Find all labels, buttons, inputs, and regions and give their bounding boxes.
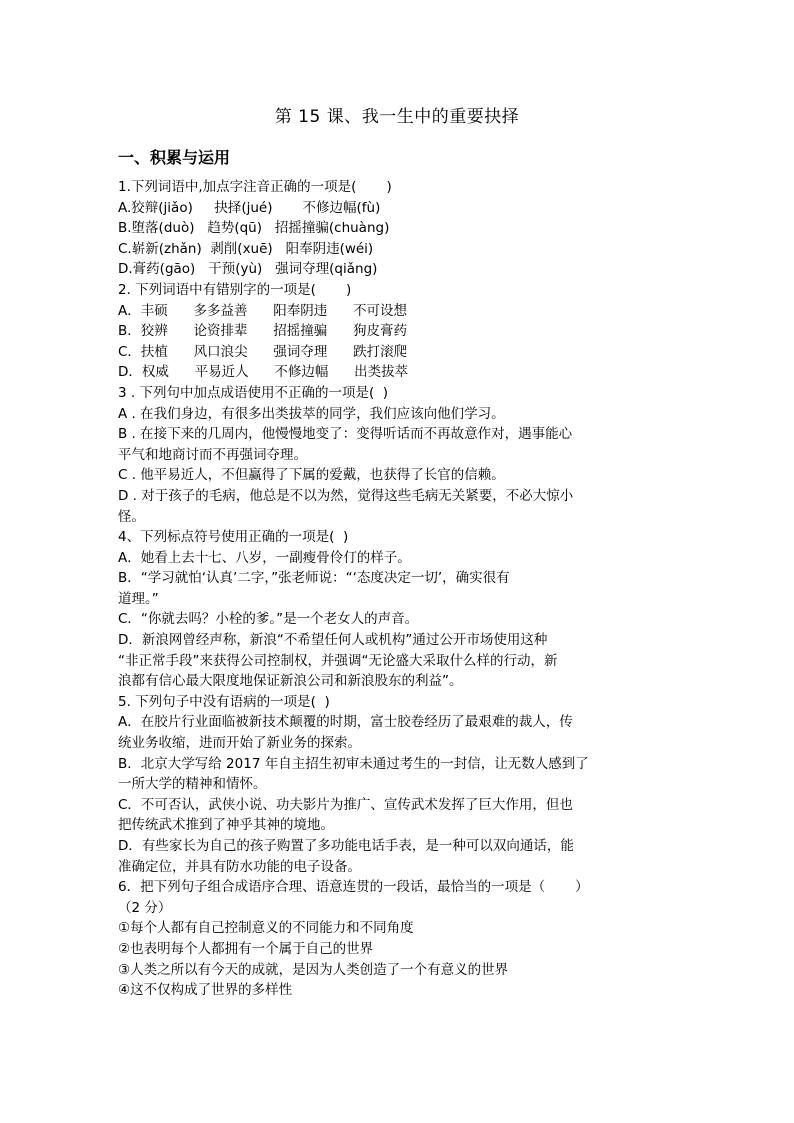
question-1-stem: 1.下列词语中,加点字注音正确的一项是( ) bbox=[118, 179, 392, 195]
question-6-sentence-1: ①每个人都有自己控制意义的不同能力和不同角度 bbox=[118, 920, 414, 937]
question-2-option-b: B．狡辨 论资排辈 招摇撞骗 狗皮膏药 bbox=[118, 323, 408, 340]
question-5-option-a-cont: 统业务收缩，进而开始了新业务的探索。 bbox=[118, 735, 361, 752]
question-5-option-a: A．在胶片行业面临被新技术颠覆的时期，富士胶卷经历了最艰难的裁人，传 bbox=[118, 714, 573, 731]
question-5-stem: 5. 下列句子中没有语病的一项是( ) bbox=[118, 693, 330, 710]
question-3-option-c: C . 他平易近人，不但赢得了下属的爱戴，也获得了长官的信赖。 bbox=[118, 467, 505, 484]
question-1-option-d: D.膏药(gāo) 干预(yù) 强词夺理(qiǎng) bbox=[118, 261, 378, 278]
page-title: 第 15 课、我一生中的重要抉择 bbox=[274, 107, 520, 127]
question-2-option-d: D．权威 平易近人 不修边幅 出类拔萃 bbox=[118, 364, 409, 381]
question-6-stem: 6．把下列句子组合成语序合理、语意连贯的一段话，最恰当的一项是（ ） bbox=[118, 879, 589, 896]
question-4-option-d: D．新浪网曾经声称，新浪“不希望任何人或机构”通过公开市场使用这种 bbox=[118, 632, 548, 649]
question-body bbox=[118, 177, 683, 1001]
question-4-option-c: C．“你就去吗？小栓的爹。”是一个老女人的声音。 bbox=[118, 611, 419, 628]
question-4-option-d-cont-1: “非正常手段”来获得公司控制权，并强调“无论盛大采取什么样的行动，新 bbox=[118, 652, 558, 669]
question-6-sentence-4: ④这不仅构成了世界的多样性 bbox=[118, 982, 293, 999]
question-5-option-b: B．北京大学写给 2017 年自主招生初审未通过考生的一封信，让无数人感到了 bbox=[118, 755, 589, 772]
question-4-option-a: A．她看上去十七、八岁，一副瘦骨伶仃的样子。 bbox=[118, 549, 411, 566]
question-3-option-b: B . 在接下来的几周内，他慢慢地变了：变得听话而不再故意作对，遇事能心 bbox=[118, 426, 573, 443]
question-4-option-b-cont: 道理。” bbox=[118, 590, 159, 607]
question-1-option-a: A.狡辩(jiǎo) 抉择(jué) 不修边幅(fù) bbox=[118, 199, 381, 216]
question-5-option-b-cont: 一所大学的精神和情怀。 bbox=[118, 776, 267, 793]
question-5-option-d: D．有些家长为自己的孩子购置了多功能电话手表，是一种可以双向通话，能 bbox=[118, 838, 574, 854]
question-4-stem: 4、下列标点符号使用正确的一项是( ) bbox=[118, 529, 349, 546]
question-5-option-d-cont: 准确定位，并具有防水功能的电子设备。 bbox=[118, 858, 361, 875]
question-1-option-c: C.崭新(zhǎn) 剥削(xuē) 阳奉阴违(wéi) bbox=[118, 240, 374, 257]
question-3-stem: 3 . 下列句中加点成语使用不正确的一项是( ) bbox=[118, 384, 389, 401]
question-3-option-b-cont: 平气和地商讨而不再强词夺理。 bbox=[118, 446, 307, 463]
question-1-option-b: B.堕落(duò) 趋势(qū) 招摇撞骗(chuàng) bbox=[118, 220, 390, 237]
question-3-option-a: A . 在我们身边，有很多出类拔萃的同学，我们应该向他们学习。 bbox=[118, 405, 505, 422]
question-3-option-d: D . 对于孩子的毛病，他总是不以为然，觉得这些毛病无关紧要，不必大惊小 bbox=[118, 487, 574, 504]
question-2-stem: 2. 下列词语中有错别字的一项是( ) bbox=[118, 281, 352, 298]
section-heading: 一、积累与运用 bbox=[118, 148, 231, 167]
question-5-option-c: C．不可否认，武侠小说、功夫影片为推广、宣传武术发挥了巨大作用，但也 bbox=[118, 796, 573, 813]
question-6-sentence-2: ②也表明每个人都拥有一个属于自己的世界 bbox=[118, 940, 374, 957]
question-4-option-d-cont-2: 浪都有信心最大限度地保证新浪公司和新浪股东的利益”。 bbox=[118, 673, 463, 690]
question-4-option-b: B．“学习就怕‘认真’二字，”张老师说：“‘态度决定一切’，确实很有 bbox=[118, 570, 510, 587]
question-2-option-a: A．丰硕 多多益善 阳奉阴违 不可设想 bbox=[118, 302, 407, 319]
question-2-option-c: C．扶植 风口浪尖 强词夺理 跌打滚爬 bbox=[118, 343, 408, 360]
question-6-sentence-3: ③人类之所以有今天的成就，是因为人类创造了一个有意义的世界 bbox=[118, 961, 509, 978]
question-3-option-d-cont: 怪。 bbox=[118, 508, 145, 525]
question-5-option-c-cont: 把传统武术推到了神乎其神的境地。 bbox=[118, 817, 334, 834]
question-6-points: （2 分） bbox=[118, 899, 172, 916]
